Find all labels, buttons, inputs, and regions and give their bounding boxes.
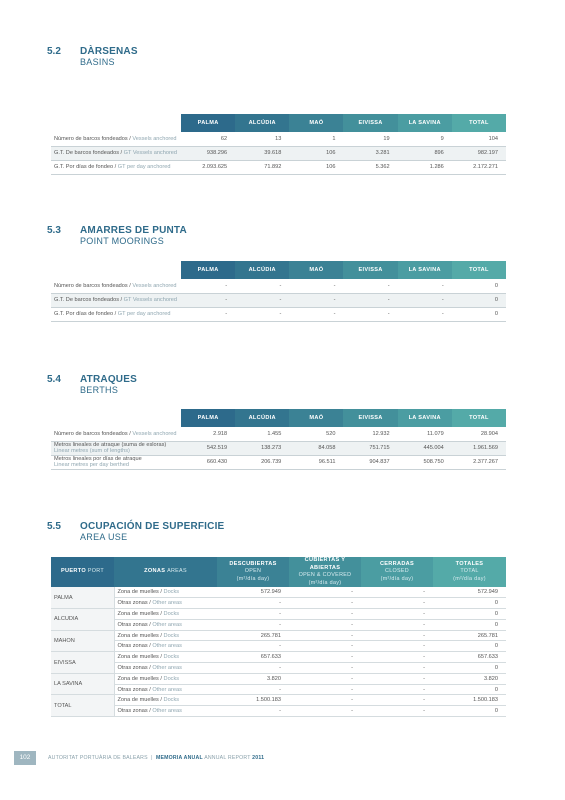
table-row <box>51 706 506 717</box>
table-header-row <box>51 114 506 132</box>
table-cell: 71.892 <box>235 160 289 174</box>
zone-label: Zona de muelles / Docks <box>114 587 217 598</box>
table-cell: 138.273 <box>235 441 289 455</box>
table-cell: 0 <box>452 307 506 321</box>
table-cell: 2.377.267 <box>452 455 506 469</box>
col-header: ALCÚDIA <box>235 261 289 279</box>
table-cell: 542.519 <box>181 441 235 455</box>
col-header: LA SAVINA <box>398 409 452 427</box>
table-cell: 751.715 <box>343 441 397 455</box>
col-header-open: DESCUBIERTAS OPEN (m²/día day) <box>217 557 289 587</box>
col-header: ALCÚDIA <box>235 409 289 427</box>
table-cell: - <box>289 695 361 706</box>
table-cell: - <box>398 293 452 307</box>
table-cell: - <box>217 641 289 652</box>
table-cell: 572.949 <box>217 587 289 598</box>
table-cell: - <box>361 652 433 663</box>
table-row <box>51 630 506 641</box>
table-cell: 1 <box>289 132 343 146</box>
section-title: AMARRES DE PUNTA <box>80 225 187 236</box>
zone-label: Otras zonas / Other areas <box>114 706 217 717</box>
table-cell: - <box>361 695 433 706</box>
table-cell: 2.172.271 <box>452 160 506 174</box>
port-name: TOTAL <box>51 695 114 717</box>
col-header: ALCÚDIA <box>235 114 289 132</box>
table-cell: 265.781 <box>433 630 506 641</box>
table-cell: 3.820 <box>433 673 506 684</box>
footer-text: AUTORITAT PORTUÀRIA DE BALEARS | MEMORIA ANUAL ANNUAL REPORT 2011 <box>48 755 265 761</box>
port-name: LA SAVINA <box>51 673 114 695</box>
table-cell: 1.455 <box>235 427 289 441</box>
table-cell: - <box>289 293 343 307</box>
table-cell: 520 <box>289 427 343 441</box>
col-header: TOTAL <box>452 261 506 279</box>
table-cell: 1.500.183 <box>217 695 289 706</box>
row-label: G.T. De barcos fondeados / GT Vessels anchored <box>51 293 181 307</box>
col-header-closed: CERRADAS CLOSED (m²/día day) <box>361 557 433 587</box>
table-row <box>51 307 506 321</box>
table-row <box>51 598 506 609</box>
table-cell: - <box>217 663 289 674</box>
table-row <box>51 587 506 598</box>
table-cell: 11.079 <box>398 427 452 441</box>
col-header: EIVISSA <box>343 114 397 132</box>
basins-table <box>51 114 506 175</box>
col-header-port: PUERTO PORT <box>51 557 114 587</box>
table-row <box>51 427 506 441</box>
table-cell: 938.296 <box>181 146 235 160</box>
row-label: G.T. Por días de fondeo / GT per day anchored <box>51 307 181 321</box>
table-cell: 0 <box>433 619 506 630</box>
table-cell: - <box>361 609 433 620</box>
table-cell: 572.949 <box>433 587 506 598</box>
row-label: Número de barcos fondeados / Vessels anchored <box>51 279 181 293</box>
table-cell: 3.820 <box>217 673 289 684</box>
table-cell: - <box>398 279 452 293</box>
port-name: EIVISSA <box>51 652 114 674</box>
zone-label: Otras zonas / Other areas <box>114 663 217 674</box>
zone-label: Otras zonas / Other areas <box>114 619 217 630</box>
table-cell: 96.511 <box>289 455 343 469</box>
table-cell: - <box>181 293 235 307</box>
table-cell: 62 <box>181 132 235 146</box>
col-header: MAÓ <box>289 409 343 427</box>
section-number: 5.5 <box>47 521 61 532</box>
table-row <box>51 160 506 174</box>
col-header: PALMA <box>181 261 235 279</box>
row-label: Número de barcos fondeados / Vessels anchored <box>51 132 181 146</box>
table-cell: 106 <box>289 160 343 174</box>
table-row <box>51 441 506 455</box>
table-header-row <box>51 557 506 587</box>
table-cell: - <box>361 663 433 674</box>
section-number: 5.2 <box>47 46 61 57</box>
table-cell: - <box>181 307 235 321</box>
table-cell: - <box>217 619 289 630</box>
table-cell: - <box>361 598 433 609</box>
table-row <box>51 455 506 469</box>
table-cell: 13 <box>235 132 289 146</box>
row-label: G.T. Por días de fondeo / GT per day anchored <box>51 160 181 174</box>
section-subtitle: AREA USE <box>80 532 128 542</box>
table-cell: 104 <box>452 132 506 146</box>
table-cell: - <box>361 684 433 695</box>
table-cell: - <box>235 307 289 321</box>
berths-table <box>51 409 506 470</box>
zone-label: Otras zonas / Other areas <box>114 684 217 695</box>
table-cell: 0 <box>433 706 506 717</box>
table-cell: 3.281 <box>343 146 397 160</box>
zone-label: Zona de muelles / Docks <box>114 695 217 706</box>
table-cell: 0 <box>433 609 506 620</box>
table-cell: - <box>289 619 361 630</box>
table-cell: - <box>289 684 361 695</box>
zone-label: Zona de muelles / Docks <box>114 673 217 684</box>
table-cell: 2.093.625 <box>181 160 235 174</box>
table-cell: - <box>235 279 289 293</box>
table-row <box>51 619 506 630</box>
table-row <box>51 609 506 620</box>
table-cell: 657.633 <box>217 652 289 663</box>
table-row <box>51 146 506 160</box>
table-row <box>51 663 506 674</box>
port-name: PALMA <box>51 587 114 609</box>
table-row <box>51 673 506 684</box>
table-row <box>51 279 506 293</box>
table-cell: 0 <box>433 641 506 652</box>
table-cell: 106 <box>289 146 343 160</box>
table-row <box>51 695 506 706</box>
col-header: LA SAVINA <box>398 261 452 279</box>
table-cell: 896 <box>398 146 452 160</box>
col-header: TOTAL <box>452 114 506 132</box>
table-cell: 0 <box>433 684 506 695</box>
table-cell: - <box>289 307 343 321</box>
table-cell: 660.430 <box>181 455 235 469</box>
table-row <box>51 132 506 146</box>
section-number: 5.4 <box>47 374 61 385</box>
table-cell: - <box>289 630 361 641</box>
table-cell: 0 <box>452 293 506 307</box>
table-cell: - <box>361 619 433 630</box>
row-label: G.T. De barcos fondeados / GT Vessels anchored <box>51 146 181 160</box>
section-title: OCUPACIÓN DE SUPERFICIE <box>80 521 225 532</box>
col-header: PALMA <box>181 409 235 427</box>
table-header-row <box>51 409 506 427</box>
col-header: TOTAL <box>452 409 506 427</box>
table-cell: 12.932 <box>343 427 397 441</box>
table-cell: 19 <box>343 132 397 146</box>
table-cell: - <box>235 293 289 307</box>
table-cell: - <box>343 293 397 307</box>
row-label: Número de barcos fondeados / Vessels anchored <box>51 427 181 441</box>
table-cell: 0 <box>452 279 506 293</box>
table-cell: - <box>289 652 361 663</box>
table-cell: - <box>217 598 289 609</box>
col-header: MAÓ <box>289 261 343 279</box>
table-cell: - <box>289 706 361 717</box>
table-cell: - <box>217 609 289 620</box>
table-cell: - <box>361 641 433 652</box>
table-cell: - <box>289 609 361 620</box>
col-header: EIVISSA <box>343 409 397 427</box>
table-cell: - <box>289 598 361 609</box>
section-title: DÀRSENAS <box>80 46 138 57</box>
table-cell: - <box>289 663 361 674</box>
zone-label: Otras zonas / Other areas <box>114 641 217 652</box>
table-cell: 1.286 <box>398 160 452 174</box>
zone-label: Zona de muelles / Docks <box>114 652 217 663</box>
page-footer <box>0 751 565 765</box>
table-row <box>51 684 506 695</box>
table-row <box>51 641 506 652</box>
table-header-row <box>51 261 506 279</box>
table-cell: 1.961.569 <box>452 441 506 455</box>
area-table-body <box>51 587 506 717</box>
table-cell: - <box>289 641 361 652</box>
table-cell: 0 <box>433 663 506 674</box>
table-row <box>51 293 506 307</box>
col-header: EIVISSA <box>343 261 397 279</box>
table-cell: - <box>361 587 433 598</box>
table-cell: - <box>361 673 433 684</box>
row-label: Metros lineales por días de atraque Linear metres per day berthed <box>51 455 181 469</box>
table-cell: 9 <box>398 132 452 146</box>
table-cell: 265.781 <box>217 630 289 641</box>
section-title: ATRAQUES <box>80 374 137 385</box>
table-cell: 508.750 <box>398 455 452 469</box>
table-cell: 0 <box>433 598 506 609</box>
table-cell: 904.837 <box>343 455 397 469</box>
table-cell: - <box>217 684 289 695</box>
table-cell: - <box>361 630 433 641</box>
section-subtitle: BASINS <box>80 57 115 67</box>
zone-label: Zona de muelles / Docks <box>114 609 217 620</box>
table-cell: - <box>361 706 433 717</box>
zone-label: Zona de muelles / Docks <box>114 630 217 641</box>
row-label: Metros lineales de atraque (suma de esloras) Linear metres (sum of lengths) <box>51 441 181 455</box>
col-header-total: TOTALES TOTAL (m²/día day) <box>433 557 506 587</box>
section-number: 5.3 <box>47 225 61 236</box>
table-cell: 2.918 <box>181 427 235 441</box>
col-header: LA SAVINA <box>398 114 452 132</box>
table-cell: 84.058 <box>289 441 343 455</box>
page-number: 102 <box>14 751 36 765</box>
table-cell: 5.362 <box>343 160 397 174</box>
table-cell: - <box>217 706 289 717</box>
section-subtitle: POINT MOORINGS <box>80 236 165 246</box>
table-cell: - <box>181 279 235 293</box>
table-cell: 657.633 <box>433 652 506 663</box>
table-cell: 982.197 <box>452 146 506 160</box>
table-cell: - <box>343 279 397 293</box>
col-header: MAÓ <box>289 114 343 132</box>
port-name: MAHON <box>51 630 114 652</box>
table-cell: - <box>289 587 361 598</box>
table-cell: - <box>398 307 452 321</box>
table-row <box>51 652 506 663</box>
table-cell: 28.904 <box>452 427 506 441</box>
table-cell: 1.500.183 <box>433 695 506 706</box>
area-use-table <box>51 557 506 717</box>
point-moorings-table <box>51 261 506 322</box>
section-subtitle: BERTHS <box>80 385 119 395</box>
table-cell: - <box>289 279 343 293</box>
table-cell: 39.618 <box>235 146 289 160</box>
col-header-covered: CUBIERTAS Y ABIERTAS OPEN & COVERED (m²/día day) <box>289 557 361 587</box>
zone-label: Otras zonas / Other areas <box>114 598 217 609</box>
col-header-zones: ZONAS AREAS <box>114 557 217 587</box>
table-cell: - <box>343 307 397 321</box>
table-cell: 445.004 <box>398 441 452 455</box>
table-cell: 206.739 <box>235 455 289 469</box>
col-header: PALMA <box>181 114 235 132</box>
port-name: ALCUDIA <box>51 609 114 631</box>
table-cell: - <box>289 673 361 684</box>
